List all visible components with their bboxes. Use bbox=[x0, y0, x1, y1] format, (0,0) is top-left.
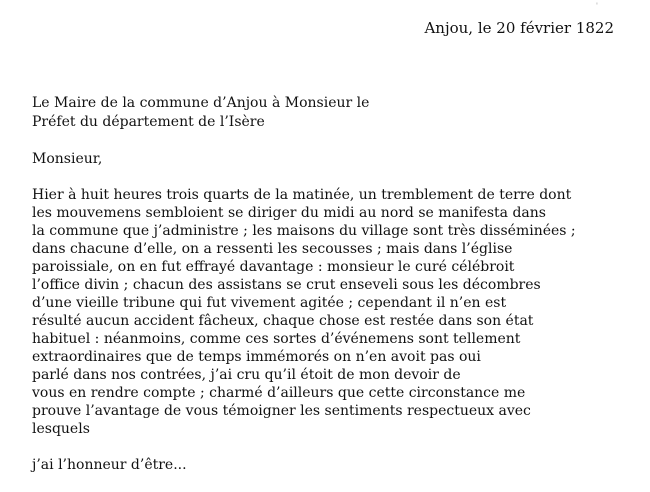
body-line-14: lesquels bbox=[32, 421, 90, 437]
address-line-1: Le Maire de la commune d’Anjou à Monsieur le bbox=[32, 95, 370, 111]
body-line-4: dans chacune d’elle, on a ressenti les secousses ; mais dans l’église bbox=[32, 241, 513, 257]
body-line-13: prouve l’avantage de vous témoigner les sentiments respectueux avec bbox=[32, 403, 531, 419]
dateline: Anjou, le 20 février 1822 bbox=[424, 19, 614, 37]
body-line-8: résulté aucun accident fâcheux, chaque chose est restée dans son état bbox=[32, 313, 534, 329]
body-line-9: habituel : néanmoins, comme ces sortes d’événemens sont tellement bbox=[32, 331, 521, 347]
body-line-6: l’office divin ; chacun des assistans se crut enseveli sous les décombres bbox=[32, 277, 541, 293]
body-line-3: la commune que j’administre ; les maisons du village sont très disséminées ; bbox=[32, 223, 576, 239]
salutation: Monsieur, bbox=[32, 151, 103, 167]
closing-line: j’ai l’honneur d’être... bbox=[32, 457, 187, 473]
body-line-2: les mouvemens sembloient se diriger du midi au nord se manifesta dans bbox=[32, 205, 546, 221]
body-line-10: extraordinaires que de temps immémorés on n’en avoit pas oui bbox=[32, 349, 481, 365]
body-line-1: Hier à huit heures trois quarts de la matinée, un tremblement de terre dont bbox=[32, 187, 572, 203]
body-line-7: d’une vieille tribune qui fut vivement agitée ; cependant il n’en est bbox=[32, 295, 507, 311]
body-line-5: paroissiale, on en fut effrayé davantage : monsieur le curé célébroit bbox=[32, 259, 515, 275]
body-line-11: parlé dans nos contrées, j’ai cru qu’il étoit de mon devoir de bbox=[32, 367, 461, 383]
address-line-2: Préfet du département de l’Isère bbox=[32, 114, 265, 130]
body-line-12: vous en rendre compte ; charmé d’ailleurs que cette circonstance me bbox=[32, 385, 526, 401]
corner-mark: ' bbox=[596, 2, 598, 10]
